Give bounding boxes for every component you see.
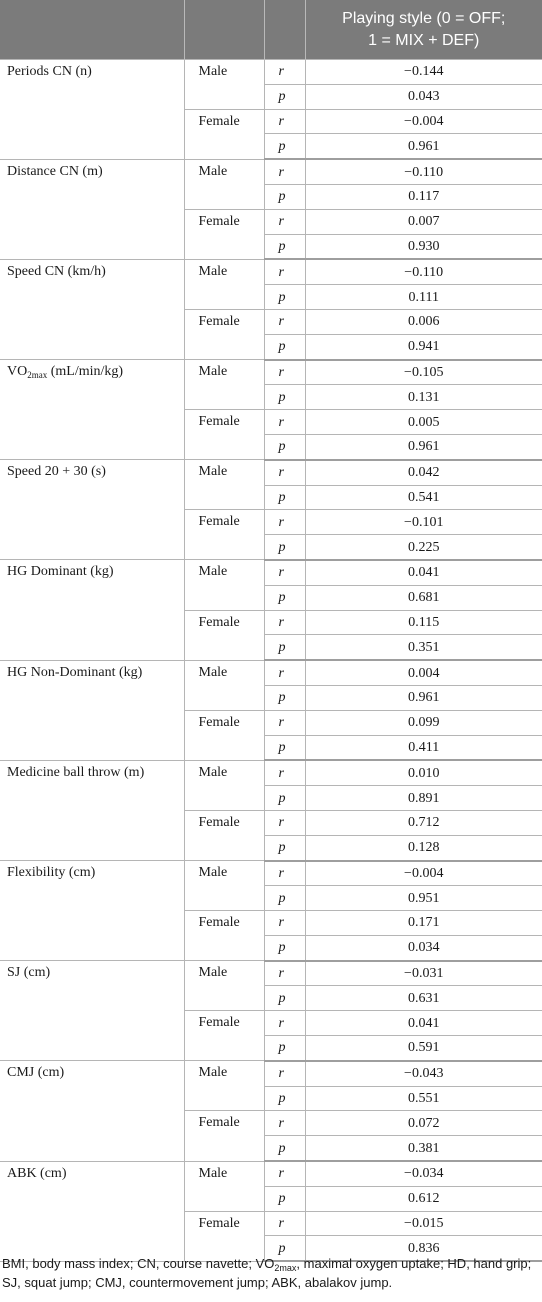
variable-name-cell bbox=[0, 460, 184, 560]
table-header bbox=[0, 0, 542, 60]
statistic-p-label: p bbox=[264, 1086, 305, 1111]
sex-female-cell: Female bbox=[184, 810, 264, 860]
statistic-r-label: r bbox=[264, 810, 305, 835]
table-footnote bbox=[2, 1254, 540, 1292]
value-p-cell: 0.111 bbox=[305, 285, 542, 310]
value-p-cell: 0.351 bbox=[305, 635, 542, 660]
statistic-r-label: r bbox=[264, 710, 305, 735]
sex-male-cell: Male bbox=[184, 760, 264, 810]
statistic-r-label: r bbox=[264, 60, 305, 85]
variable-name-cell bbox=[0, 961, 184, 1061]
variable-name: ABK (cm) bbox=[7, 1165, 67, 1181]
value-p-cell: 0.930 bbox=[305, 234, 542, 259]
value-p-cell: 0.043 bbox=[305, 84, 542, 109]
sex-male-cell: Male bbox=[184, 60, 264, 110]
sex-male-cell: Male bbox=[184, 961, 264, 1011]
variable-name-cell bbox=[0, 560, 184, 660]
variable-name: Speed 20 + 30 (s) bbox=[7, 464, 106, 480]
sex-male-cell: Male bbox=[184, 159, 264, 209]
value-p-cell: 0.961 bbox=[305, 685, 542, 710]
value-r-cell: −0.144 bbox=[305, 60, 542, 85]
header-statistic bbox=[264, 0, 305, 60]
statistic-r-label: r bbox=[264, 1061, 305, 1086]
value-p-cell: 0.411 bbox=[305, 735, 542, 760]
value-r-cell: 0.004 bbox=[305, 660, 542, 685]
variable-name: SJ (cm) bbox=[7, 965, 51, 981]
value-r-cell: −0.105 bbox=[305, 360, 542, 385]
header-playing-style bbox=[305, 0, 542, 60]
variable-name-cell bbox=[0, 259, 184, 359]
statistic-p-label: p bbox=[264, 385, 305, 410]
statistic-r-label: r bbox=[264, 560, 305, 585]
statistic-r-label: r bbox=[264, 861, 305, 886]
value-p-cell: 0.891 bbox=[305, 786, 542, 811]
value-r-cell: 0.041 bbox=[305, 560, 542, 585]
sex-male-cell: Male bbox=[184, 660, 264, 710]
statistic-r-label: r bbox=[264, 510, 305, 535]
statistic-r-label: r bbox=[264, 410, 305, 435]
header-playing-style-line2: 1 = MIX + DEF) bbox=[368, 31, 480, 49]
footnote-part1: BMI, body mass index; CN, course navette; VO bbox=[2, 1256, 275, 1271]
table-row bbox=[0, 1161, 542, 1186]
statistic-p-label: p bbox=[264, 935, 305, 960]
value-p-cell: 0.941 bbox=[305, 334, 542, 359]
table-row bbox=[0, 460, 542, 485]
statistic-p-label: p bbox=[264, 485, 305, 510]
statistic-r-label: r bbox=[264, 911, 305, 936]
value-r-cell: −0.004 bbox=[305, 109, 542, 134]
variable-name: CMJ (cm) bbox=[7, 1065, 65, 1081]
sex-female-cell: Female bbox=[184, 710, 264, 760]
table-row bbox=[0, 660, 542, 685]
statistic-r-label: r bbox=[264, 259, 305, 284]
variable-name-cell bbox=[0, 660, 184, 760]
sex-male-cell: Male bbox=[184, 360, 264, 410]
variable-name-cell bbox=[0, 360, 184, 460]
value-p-cell: 0.128 bbox=[305, 835, 542, 860]
statistic-p-label: p bbox=[264, 134, 305, 159]
sex-female-cell: Female bbox=[184, 309, 264, 359]
statistic-p-label: p bbox=[264, 1136, 305, 1161]
value-p-cell: 0.961 bbox=[305, 134, 542, 159]
value-r-cell: 0.072 bbox=[305, 1111, 542, 1136]
value-r-cell: 0.115 bbox=[305, 610, 542, 635]
table-row bbox=[0, 861, 542, 886]
variable-subscript: 2max bbox=[27, 370, 48, 381]
variable-name: VO bbox=[7, 364, 28, 380]
value-p-cell: 0.681 bbox=[305, 585, 542, 610]
sex-female-cell: Female bbox=[184, 1211, 264, 1261]
table-row bbox=[0, 1061, 542, 1086]
statistic-p-label: p bbox=[264, 1236, 305, 1261]
statistic-p-label: p bbox=[264, 635, 305, 660]
variable-name: HG Dominant (kg) bbox=[7, 564, 114, 580]
sex-female-cell: Female bbox=[184, 1011, 264, 1061]
variable-name: Medicine ball throw (m) bbox=[7, 764, 145, 780]
statistic-p-label: p bbox=[264, 434, 305, 459]
statistic-p-label: p bbox=[264, 986, 305, 1011]
table-row bbox=[0, 760, 542, 785]
statistic-p-label: p bbox=[264, 1036, 305, 1061]
value-r-cell: 0.042 bbox=[305, 460, 542, 485]
statistic-r-label: r bbox=[264, 760, 305, 785]
statistic-p-label: p bbox=[264, 234, 305, 259]
value-p-cell: 0.591 bbox=[305, 1036, 542, 1061]
table-row bbox=[0, 159, 542, 184]
variable-name: Flexibility (cm) bbox=[7, 865, 96, 880]
variable-name: Periods CN (n) bbox=[7, 64, 92, 79]
value-r-cell: −0.015 bbox=[305, 1211, 542, 1236]
sex-female-cell: Female bbox=[184, 410, 264, 460]
sex-female-cell: Female bbox=[184, 510, 264, 560]
statistic-p-label: p bbox=[264, 1186, 305, 1211]
statistic-p-label: p bbox=[264, 184, 305, 209]
table-body bbox=[0, 60, 542, 1262]
sex-male-cell: Male bbox=[184, 1061, 264, 1111]
value-p-cell: 0.951 bbox=[305, 886, 542, 911]
value-p-cell: 0.225 bbox=[305, 535, 542, 560]
value-r-cell: 0.006 bbox=[305, 309, 542, 334]
statistic-r-label: r bbox=[264, 109, 305, 134]
value-r-cell: 0.712 bbox=[305, 810, 542, 835]
value-p-cell: 0.131 bbox=[305, 385, 542, 410]
statistic-p-label: p bbox=[264, 886, 305, 911]
statistic-r-label: r bbox=[264, 460, 305, 485]
statistic-r-label: r bbox=[264, 360, 305, 385]
statistic-p-label: p bbox=[264, 835, 305, 860]
variable-name-cell bbox=[0, 159, 184, 259]
value-r-cell: −0.110 bbox=[305, 159, 542, 184]
variable-name-cell bbox=[0, 861, 184, 961]
value-p-cell: 0.117 bbox=[305, 184, 542, 209]
value-r-cell: 0.171 bbox=[305, 911, 542, 936]
variable-name-cell bbox=[0, 760, 184, 860]
footnote-part2: , maximal oxygen uptake; HD, hand grip; SJ, squat jump; CMJ, countermovement jump; ABK, abalakov jump. bbox=[2, 1256, 532, 1290]
value-r-cell: 0.010 bbox=[305, 760, 542, 785]
variable-name: HG Non-Dominant (kg) bbox=[7, 664, 143, 680]
sex-male-cell: Male bbox=[184, 861, 264, 911]
value-p-cell: 0.381 bbox=[305, 1136, 542, 1161]
value-r-cell: 0.007 bbox=[305, 209, 542, 234]
value-r-cell: 0.099 bbox=[305, 710, 542, 735]
value-p-cell: 0.612 bbox=[305, 1186, 542, 1211]
value-p-cell: 0.961 bbox=[305, 434, 542, 459]
footnote-subscript: 2max bbox=[274, 1263, 297, 1273]
statistic-r-label: r bbox=[264, 1161, 305, 1186]
value-p-cell: 0.836 bbox=[305, 1236, 542, 1261]
sex-female-cell: Female bbox=[184, 610, 264, 660]
value-r-cell: −0.004 bbox=[305, 861, 542, 886]
sex-male-cell: Male bbox=[184, 460, 264, 510]
value-r-cell: −0.110 bbox=[305, 259, 542, 284]
sex-male-cell: Male bbox=[184, 1161, 264, 1211]
variable-name: Speed CN (km/h) bbox=[7, 263, 106, 279]
statistic-p-label: p bbox=[264, 535, 305, 560]
statistic-p-label: p bbox=[264, 334, 305, 359]
sex-female-cell: Female bbox=[184, 1111, 264, 1161]
statistic-p-label: p bbox=[264, 786, 305, 811]
table-row bbox=[0, 259, 542, 284]
sex-female-cell: Female bbox=[184, 109, 264, 159]
value-p-cell: 0.551 bbox=[305, 1086, 542, 1111]
sex-female-cell: Female bbox=[184, 209, 264, 259]
variable-name-cell bbox=[0, 60, 184, 160]
value-r-cell: −0.101 bbox=[305, 510, 542, 535]
sex-male-cell: Male bbox=[184, 560, 264, 610]
sex-female-cell: Female bbox=[184, 911, 264, 961]
value-p-cell: 0.541 bbox=[305, 485, 542, 510]
value-r-cell: −0.043 bbox=[305, 1061, 542, 1086]
statistic-p-label: p bbox=[264, 735, 305, 760]
variable-name-cell bbox=[0, 1061, 184, 1161]
value-r-cell: −0.031 bbox=[305, 961, 542, 986]
table-row bbox=[0, 360, 542, 385]
value-r-cell: 0.005 bbox=[305, 410, 542, 435]
statistic-r-label: r bbox=[264, 1011, 305, 1036]
value-r-cell: 0.041 bbox=[305, 1011, 542, 1036]
header-variable bbox=[0, 0, 184, 60]
statistic-r-label: r bbox=[264, 209, 305, 234]
table-row bbox=[0, 60, 542, 85]
statistic-r-label: r bbox=[264, 961, 305, 986]
statistic-r-label: r bbox=[264, 1211, 305, 1236]
statistic-p-label: p bbox=[264, 285, 305, 310]
sex-male-cell: Male bbox=[184, 259, 264, 309]
statistic-r-label: r bbox=[264, 610, 305, 635]
value-r-cell: −0.034 bbox=[305, 1161, 542, 1186]
table-row bbox=[0, 560, 542, 585]
statistic-p-label: p bbox=[264, 84, 305, 109]
variable-unit: (mL/min/kg) bbox=[47, 364, 124, 380]
variable-name: Distance CN (m) bbox=[7, 163, 103, 179]
statistic-p-label: p bbox=[264, 685, 305, 710]
variable-name-cell bbox=[0, 1161, 184, 1261]
statistic-r-label: r bbox=[264, 1111, 305, 1136]
value-p-cell: 0.034 bbox=[305, 935, 542, 960]
statistic-r-label: r bbox=[264, 309, 305, 334]
table-row bbox=[0, 961, 542, 986]
header-sex bbox=[184, 0, 264, 60]
statistic-p-label: p bbox=[264, 585, 305, 610]
value-p-cell: 0.631 bbox=[305, 986, 542, 1011]
header-playing-style-line1: Playing style (0 = OFF; bbox=[342, 9, 506, 27]
statistic-r-label: r bbox=[264, 660, 305, 685]
statistic-r-label: r bbox=[264, 159, 305, 184]
